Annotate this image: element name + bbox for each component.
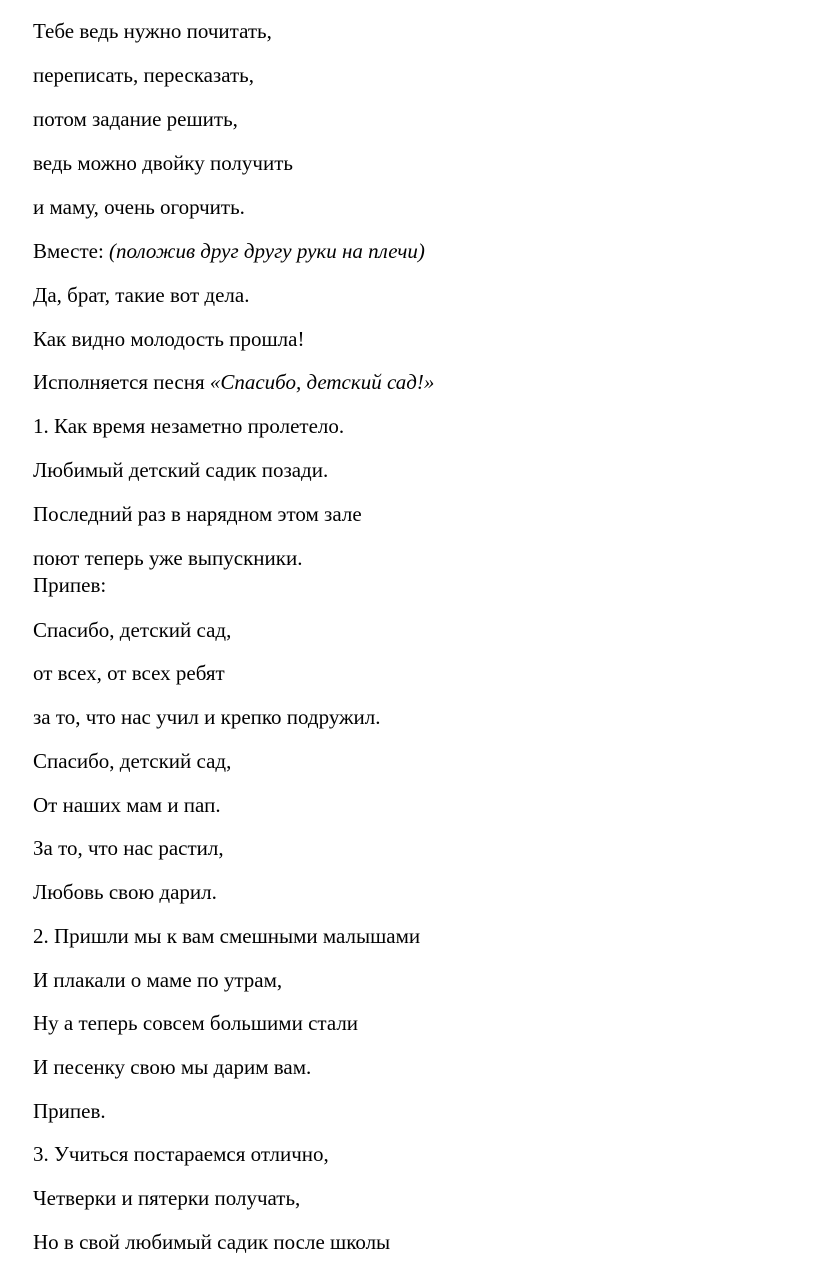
- verse-line: Последний раз в нарядном этом зале: [33, 502, 362, 526]
- verse-line: Четверки и пятерки получать,: [33, 1186, 301, 1210]
- chorus-line: Любовь свою дарил.: [33, 880, 217, 904]
- song-title: «Спасибо, детский сад!»: [209, 370, 435, 394]
- chorus-line: Спасибо, детский сад,: [33, 749, 232, 773]
- chorus-line: Спасибо, детский сад,: [33, 618, 232, 642]
- chorus-line: За то, что нас растил,: [33, 836, 224, 860]
- chorus-heading: Припев:: [33, 573, 107, 597]
- stage-direction: (положив друг другу руки на плечи): [109, 239, 425, 263]
- chorus-reference: Припев.: [33, 1099, 106, 1123]
- text-line: Да, брат, такие вот дела.: [33, 283, 250, 307]
- verse-line: И плакали о маме по утрам,: [33, 968, 283, 992]
- verse-line: поют теперь уже выпускники.: [33, 546, 303, 570]
- verse-line: Ну а теперь совсем большими стали: [33, 1011, 359, 1035]
- verse-line: И песенку свою мы дарим вам.: [33, 1055, 312, 1079]
- text-line: Как видно молодость прошла!: [33, 327, 305, 351]
- verse-line: 2. Пришли мы к вам смешными малышами: [33, 924, 421, 948]
- text-line: Тебе ведь нужно почитать,: [33, 19, 272, 43]
- text-line: потом задание решить,: [33, 107, 238, 131]
- chorus-line: за то, что нас учил и крепко подружил.: [33, 705, 381, 729]
- verse-line: Любимый детский садик позади.: [33, 458, 329, 482]
- text-line: переписать, пересказать,: [33, 63, 254, 87]
- speaker-label: Вместе:: [33, 239, 110, 263]
- chorus-line: от всех, от всех ребят: [33, 661, 225, 685]
- verse-line: 1. Как время незаметно пролетело.: [33, 414, 345, 438]
- song-intro: Исполняется песня: [33, 370, 210, 394]
- stage-direction-line: [33, 238, 425, 264]
- chorus-line: От наших мам и пап.: [33, 793, 221, 817]
- song-title-line: [33, 369, 434, 395]
- text-line: и маму, очень огорчить.: [33, 195, 245, 219]
- verse-line: 3. Учиться постараемся отлично,: [33, 1142, 329, 1166]
- text-line: ведь можно двойку получить: [33, 151, 293, 175]
- verse-line: Но в свой любимый садик после школы: [33, 1230, 391, 1254]
